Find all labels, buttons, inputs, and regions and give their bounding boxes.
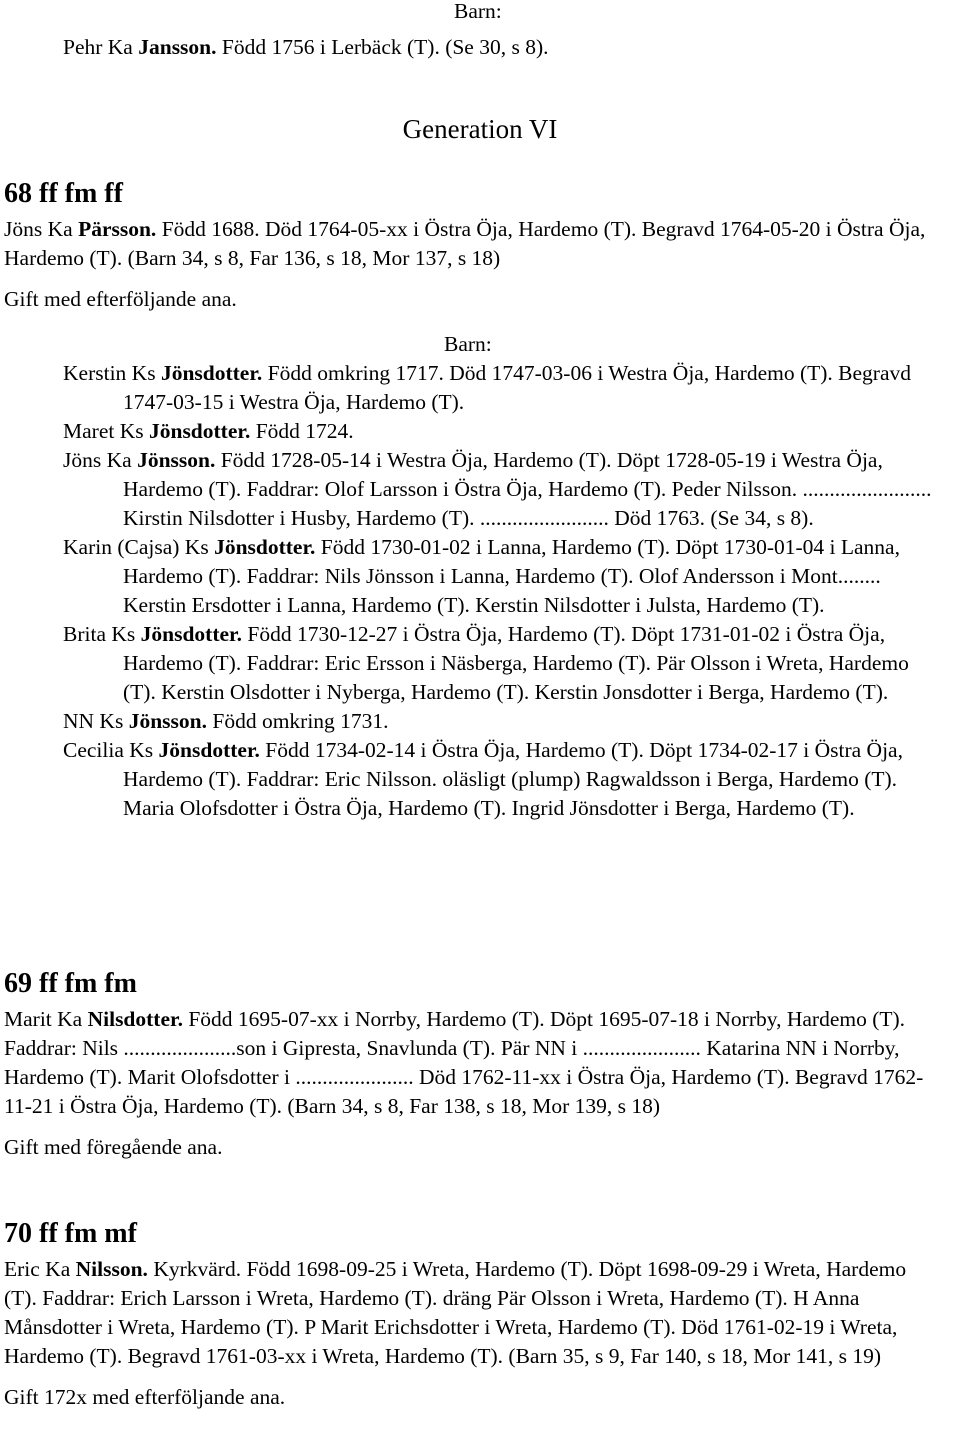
children-list (4, 359, 944, 823)
child-entry (4, 446, 944, 533)
child-surname: Jönsdotter. (158, 738, 260, 762)
child-surname: Jönsdotter. (140, 622, 242, 646)
person-title: 68 ff fm ff (4, 178, 123, 209)
marriage-note: Gift med föregående ana. (4, 1135, 223, 1159)
person-description (4, 1005, 944, 1121)
child-given-name: Maret Ks (63, 419, 149, 443)
person-details: Kyrkvärd. Född 1698-09-25 i Wreta, Hardemo (T). Döpt 1698-09-29 i Wreta, Hardemo (T). Faddrar: Erich Larsson i Wreta, Hardemo (T). dräng Pär Olsson i Wreta, Hardemo (T). H Anna Månsdotter i Wreta, Hardemo (T). P Marit Erichsdotter i Wreta, Hardemo (T). Död 1761-02-19 i Wreta, Hardemo (T). Begravd 1761-03-xx i Wreta, Hardemo (T). (Barn 35, s 9, Far 140, s 18, Mor 141, s 19) (4, 1257, 907, 1368)
child-details: Född 1756 i Lerbäck (T). (Se 30, s 8). (216, 35, 549, 59)
generation-heading: Generation VI (402, 114, 558, 144)
child-given-name: NN Ks (63, 709, 129, 733)
children-label: Barn: (454, 0, 502, 23)
child-entry (4, 533, 944, 620)
child-given-name: Jöns Ka (63, 448, 138, 472)
child-given-name: Pehr Ka (63, 35, 139, 59)
person-given-name: Marit Ka (4, 1007, 88, 1031)
child-entry (4, 707, 944, 736)
child-entry (4, 417, 944, 446)
child-details: Född 1734-02-14 i Östra Öja, Hardemo (T). Döpt 1734-02-17 i Östra Öja, Hardemo (T). Faddrar: Eric Nilsson. oläsligt (plump) Ragwaldsson i Berga, Hardemo (T). Maria Olofsdotter i Östra Öja, Hardemo (T). Ingrid Jönsdotter i Berga, Hardemo (T). (123, 738, 903, 820)
child-given-name: Cecilia Ks (63, 738, 159, 762)
person-entry-68 (4, 177, 944, 823)
child-given-name: Kerstin Ks (63, 361, 161, 385)
child-details: Född 1724. (250, 419, 354, 443)
child-entry (4, 620, 944, 707)
child-details: Född omkring 1731. (206, 709, 389, 733)
person-given-name: Eric Ka (4, 1257, 76, 1281)
child-given-name: Brita Ks (63, 622, 141, 646)
child-surname: Jönsdotter. (160, 361, 263, 385)
person-title: 69 ff fm fm (4, 968, 137, 999)
marriage-note: Gift med efterföljande ana. (4, 287, 237, 311)
child-surname: Jönsdotter. (214, 535, 316, 559)
person-description (4, 215, 944, 273)
child-surname: Jönsdotter. (148, 419, 251, 443)
marriage-note: Gift 172x med efterföljande ana. (4, 1385, 286, 1409)
person-surname: Nilsdotter. (87, 1007, 183, 1031)
child-surname: Jönsson. (128, 709, 207, 733)
person-surname: Nilsson. (75, 1257, 148, 1281)
person-details: Född 1688. Död 1764-05-xx i Östra Öja, Hardemo (T). Begravd 1764-05-20 i Östra Öja, Hardemo (T). (Barn 34, s 8, Far 136, s 18, Mor 137, s 18) (4, 217, 926, 270)
child-surname: Jönsson. (137, 448, 216, 472)
person-details: Född 1695-07-xx i Norrby, Hardemo (T). Döpt 1695-07-18 i Norrby, Hardemo (T). Faddrar: Nils .....................son i Gipresta, Snavlunda (T). Pär NN i ...................... Katarina NN i Norrby, Hardemo (T). Marit Olofsdotter i ...................... Död 1762-11-xx i Östra Öja, Hardemo (T). Begravd 1762-11-21 i Östra Öja, Hardemo (T). (Barn 34, s 8, Far 138, s 18, Mor 139, s 18) (4, 1007, 924, 1118)
child-given-name: Karin (Cajsa) Ks (63, 535, 215, 559)
child-entry (4, 359, 944, 417)
person-given-name: Jöns Ka (4, 217, 79, 241)
children-label: Barn: (444, 332, 492, 356)
child-surname: Jansson. (138, 35, 217, 59)
child-details: Född 1730-01-02 i Lanna, Hardemo (T). Döpt 1730-01-04 i Lanna, Hardemo (T). Faddrar: Nils Jönsson i Lanna, Hardemo (T). Olof Andersson i Mont........ Kerstin Ersdotter i Lanna, Hardemo (T). Kerstin Nilsdotter i Julsta, Hardemo (T). (123, 535, 900, 617)
child-details: Född 1730-12-27 i Östra Öja, Hardemo (T). Döpt 1731-01-02 i Östra Öja, Hardemo (T). Faddrar: Eric Ersson i Näsberga, Hardemo (T). Pär Olsson i Wreta, Hardemo (T). Kerstin Olsdotter i Nyberga, Hardemo (T). Kerstin Jonsdotter i Berga, Hardemo (T). (123, 622, 909, 704)
child-details: Född 1728-05-14 i Westra Öja, Hardemo (T). Döpt 1728-05-19 i Westra Öja, Hardemo (T). Faddrar: Olof Larsson i Östra Öja, Hardemo (T). Peder Nilsson. ........................ Kirstin Nilsdotter i Husby, Hardemo (T). ........................ Död 1763. (Se 34, s 8). (123, 448, 932, 530)
person-entry-70 (4, 1217, 944, 1412)
person-title: 70 ff fm mf (4, 1218, 137, 1249)
person-surname: Pärsson. (78, 217, 157, 241)
person-description (4, 1255, 944, 1371)
child-entry (4, 736, 944, 823)
child-entry (63, 33, 943, 62)
person-entry-69 (4, 967, 944, 1162)
child-details: Född omkring 1717. Död 1747-03-06 i Westra Öja, Hardemo (T). Begravd 1747-03-15 i Westra Öja, Hardemo (T). (123, 361, 912, 414)
